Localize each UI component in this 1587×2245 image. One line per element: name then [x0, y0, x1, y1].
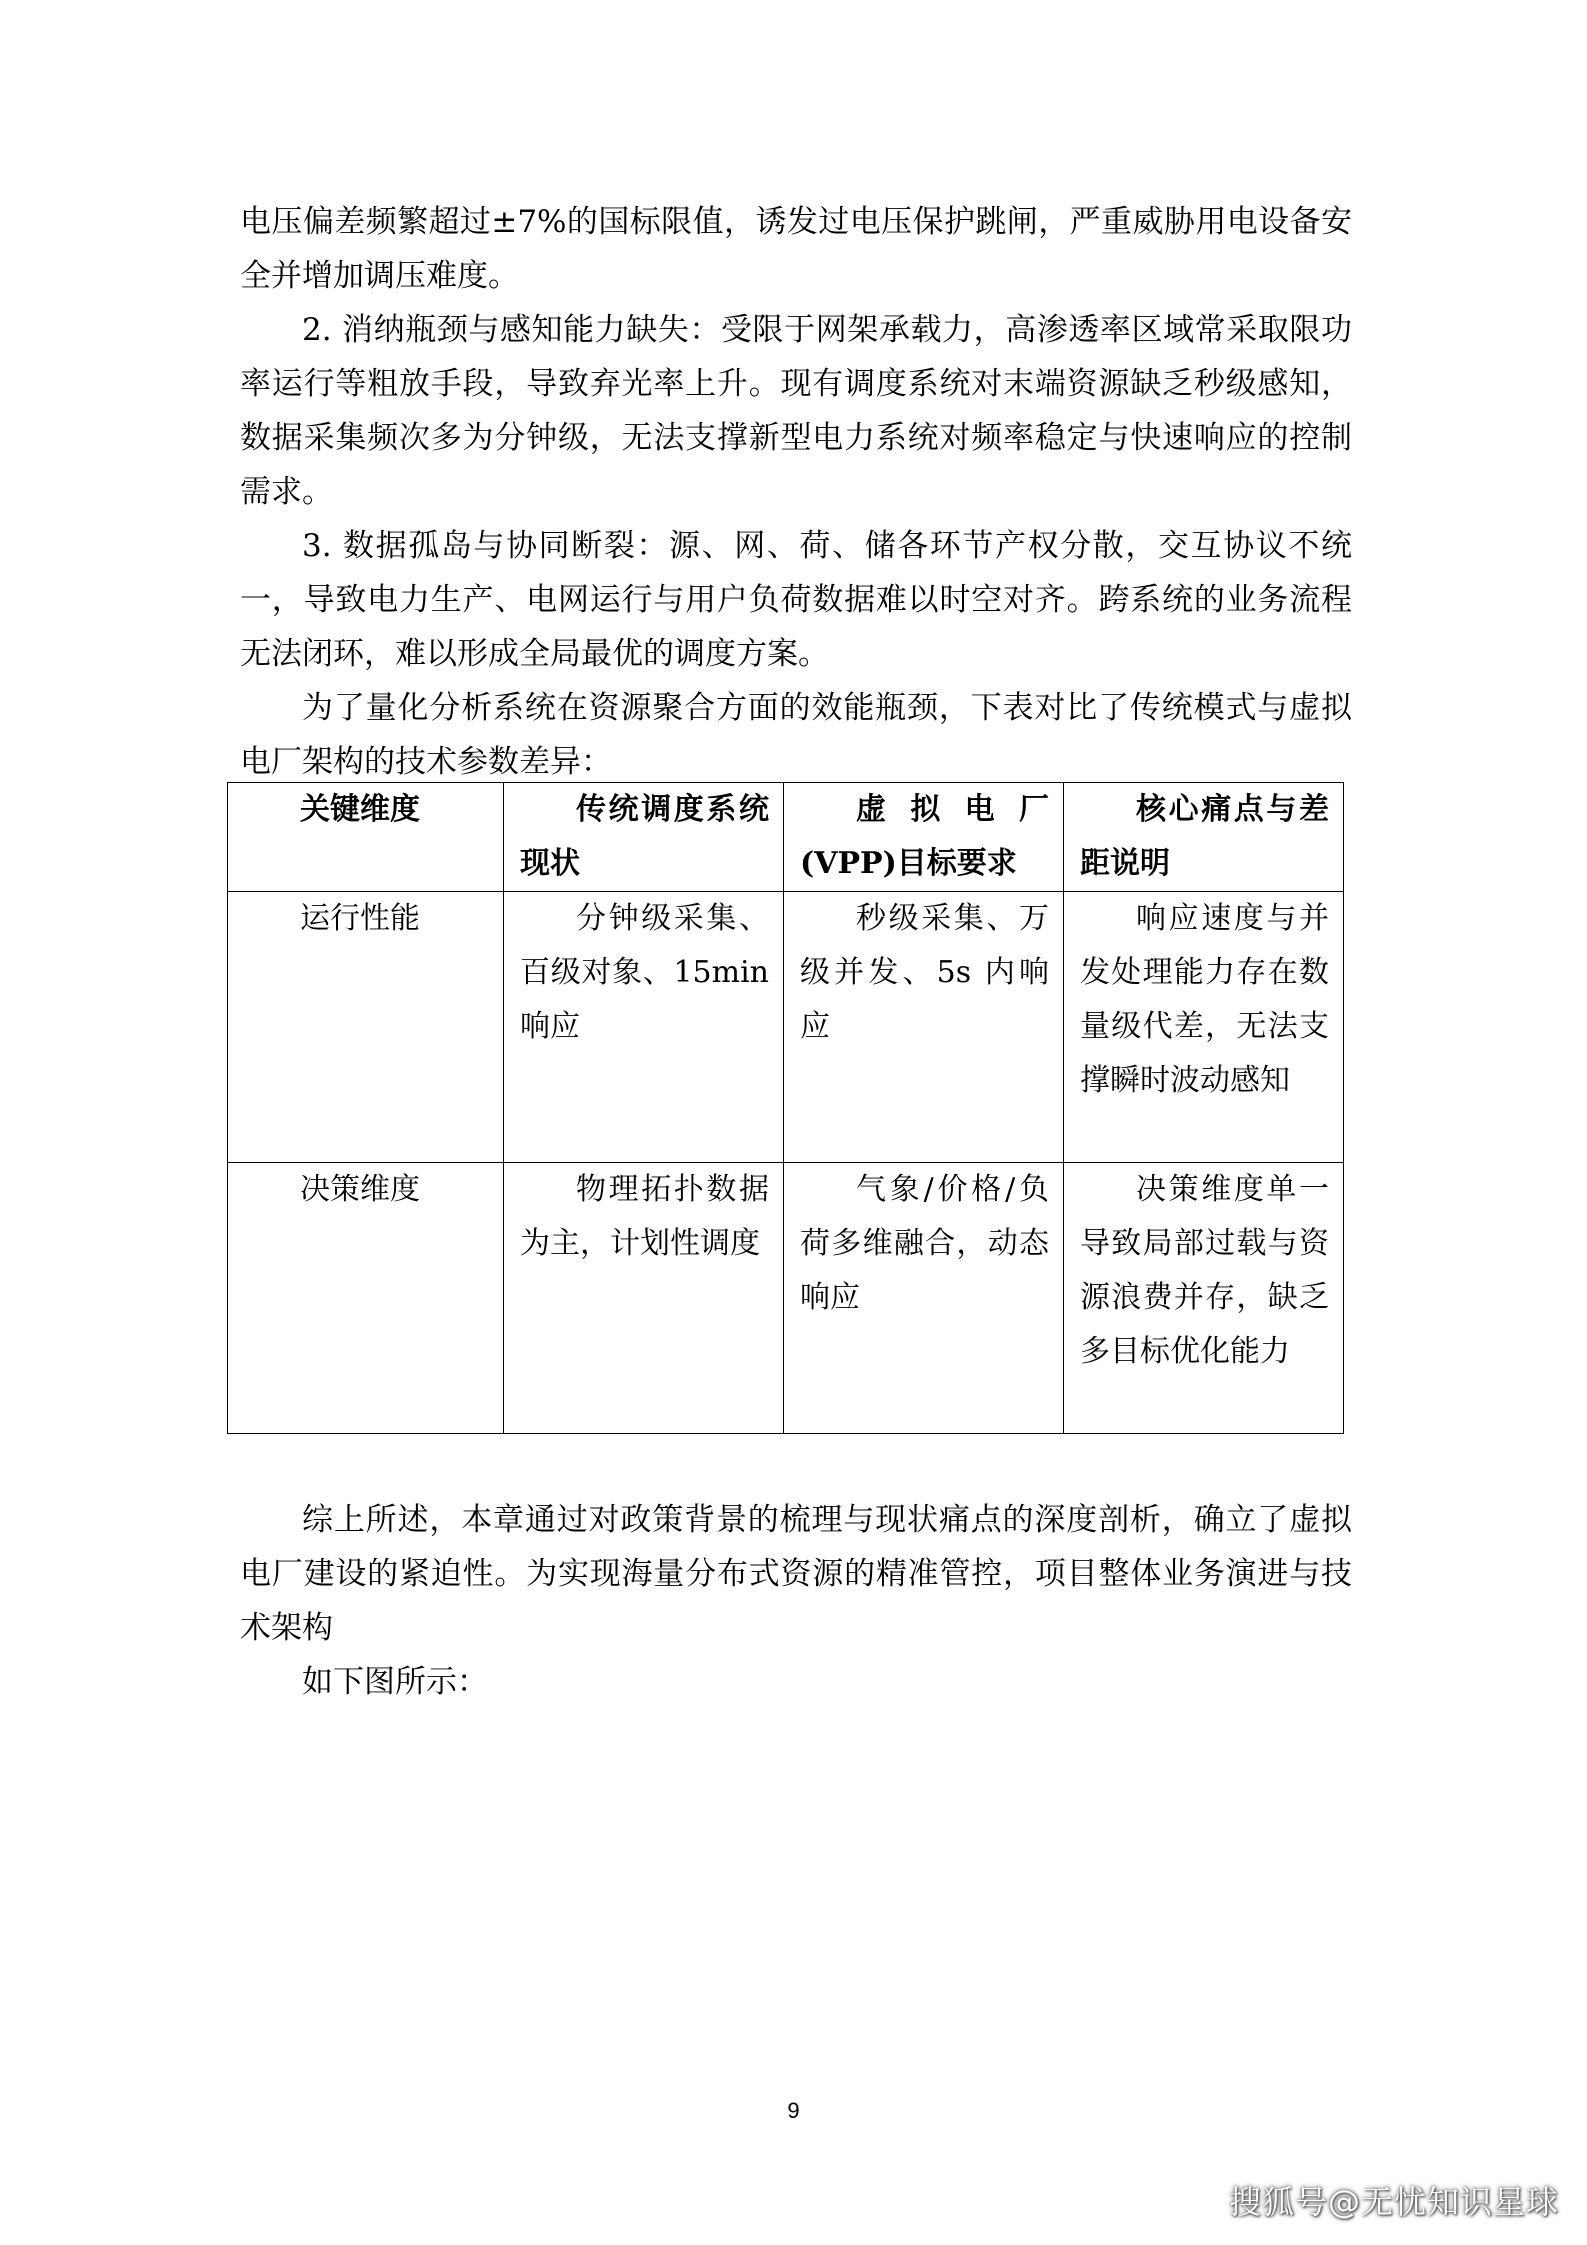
- page-number: 9: [787, 2098, 800, 2123]
- body-text: [240, 195, 1352, 789]
- body-paragraph-3: 3. 数据孤岛与协同断裂：源、网、荷、储各环节产权分散，交互协议不统一，导致电力生产、电网运行与用户负荷数据难以时空对齐。跨系统的业务流程无法闭环，难以形成全局最优的调度方案。: [240, 528, 1352, 672]
- table-cell: 分钟级采集、百级对象、15min 响应: [504, 892, 784, 1163]
- table-row: [228, 892, 1344, 1163]
- table-cell: 秒级采集、万级并发、5s 内响应: [784, 892, 1064, 1163]
- conclusion-followup: 如下图所示：: [302, 1664, 488, 1700]
- table-header-vpp: 虚拟电厂(VPP)目标要求: [784, 783, 1064, 892]
- table-header-traditional: 传统调度系统现状: [504, 783, 784, 892]
- table-cell: 运行性能: [228, 892, 504, 1163]
- table-header-dimension: 关键维度: [228, 783, 504, 892]
- body-paragraph-1: 电压偏差频繁超过±7%的国标限值，诱发过电压保护跳闸，严重威胁用电设备安全并增加调压难度。: [240, 204, 1352, 294]
- table-cell: 响应速度与并发处理能力存在数量级代差，无法支撑瞬时波动感知: [1064, 892, 1344, 1163]
- body-paragraph-2: 2. 消纳瓶颈与感知能力缺失：受限于网架承载力，高渗透率区域常采取限功率运行等粗放手段，导致弃光率上升。现有调度系统对末端资源缺乏秒级感知，数据采集频次多为分钟级，无法支撑新型电力系统对频率稳定与快速响应的控制需求。: [240, 312, 1352, 510]
- table-cell: 气象/价格/负荷多维融合，动态响应: [784, 1163, 1064, 1434]
- table-header-row: [228, 783, 1344, 892]
- body-paragraph-4: 为了量化分析系统在资源聚合方面的效能瓶颈，下表对比了传统模式与虚拟电厂架构的技术参数差异：: [240, 690, 1352, 780]
- table-cell: 决策维度: [228, 1163, 504, 1434]
- table-row: [228, 1163, 1344, 1434]
- conclusion-text: [240, 1493, 1352, 1709]
- table-cell: 决策维度单一导致局部过载与资源浪费并存，缺乏多目标优化能力: [1064, 1163, 1344, 1434]
- comparison-table: [227, 782, 1344, 1434]
- conclusion-paragraph: 综上所述，本章通过对政策背景的梳理与现状痛点的深度剖析，确立了虚拟电厂建设的紧迫性。为实现海量分布式资源的精准管控，项目整体业务演进与技术架构: [240, 1502, 1352, 1646]
- watermark: 搜狐号@无忧知识星球: [1228, 2183, 1559, 2221]
- table-cell: 物理拓扑数据为主，计划性调度: [504, 1163, 784, 1434]
- comparison-table-wrapper: [227, 782, 1344, 1434]
- table-header-gap: 核心痛点与差距说明: [1064, 783, 1344, 892]
